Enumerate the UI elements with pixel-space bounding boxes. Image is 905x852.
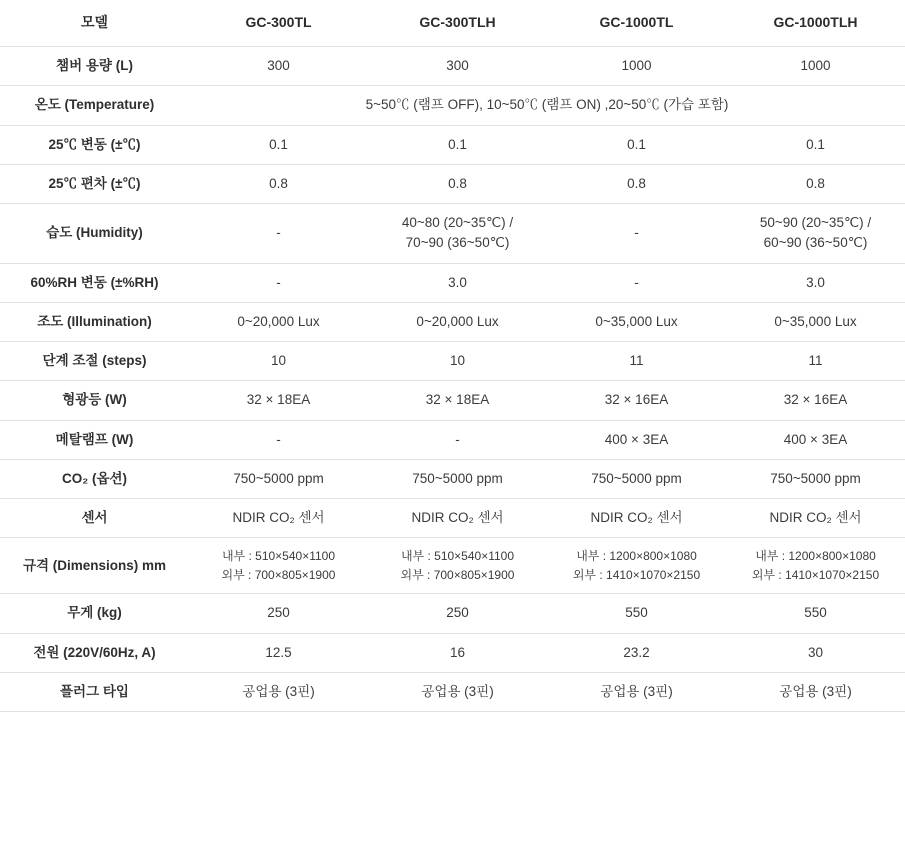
table-row [0,302,905,341]
row-value-line: 외부 : 1410×1070×2150 [572,567,701,582]
row-value-cell: 550 [726,594,905,633]
row-value-cell: 10 [368,342,547,381]
table-row [0,342,905,381]
row-value-cell [547,204,726,264]
row-value-cell: 300 [189,47,368,86]
row-label: 단계 조절 (steps) [0,342,189,381]
row-value-cell: 0.8 [726,164,905,203]
row-value-cell: NDIR CO₂ 센서 [726,499,905,538]
row-value-cell: 1000 [547,47,726,86]
row-value-cell: 32 × 16EA [547,381,726,420]
header-cell-model: 모델 [0,0,189,47]
row-label: 무게 (kg) [0,594,189,633]
row-value-cell: 공업용 (3핀) [726,672,905,711]
row-label: 조도 (Illumination) [0,302,189,341]
table-row [0,47,905,86]
row-value-cell [547,538,726,594]
row-value-cell: 550 [547,594,726,633]
row-value-cell: - [368,420,547,459]
table-header-row [0,0,905,47]
header-cell-model-4: GC-1000TLH [726,0,905,47]
row-value-cell: - [547,263,726,302]
row-value-line: - [276,225,281,241]
row-label: 습도 (Humidity) [0,204,189,264]
row-value-cell: - [189,263,368,302]
row-value-cell: 0.8 [547,164,726,203]
row-value-cell: 750~5000 ppm [368,459,547,498]
row-label: 규격 (Dimensions) mm [0,538,189,594]
row-value-cell: 32 × 18EA [368,381,547,420]
row-value-line: 외부 : 700×805×1900 [400,567,515,582]
table-row [0,672,905,711]
row-value-cell [726,538,905,594]
row-value-cell: 0~20,000 Lux [368,302,547,341]
table-row [0,381,905,420]
row-label: 전원 (220V/60Hz, A) [0,633,189,672]
row-value-cell [189,204,368,264]
row-value-cell: 32 × 16EA [726,381,905,420]
row-value-line: 내부 : 1200×800×1080 [755,549,876,564]
row-value-line: 외부 : 1410×1070×2150 [751,567,880,582]
row-value-cell: 250 [189,594,368,633]
row-label: 플러그 타입 [0,672,189,711]
row-value-cell: 0~35,000 Lux [726,302,905,341]
row-value-cell: 0.1 [189,125,368,164]
row-value-cell: NDIR CO₂ 센서 [368,499,547,538]
row-value-line: 외부 : 700×805×1900 [221,567,336,582]
row-value-cell: 250 [368,594,547,633]
row-value-cell: NDIR CO₂ 센서 [189,499,368,538]
row-label: CO₂ (옵션) [0,459,189,498]
row-value-cell: 23.2 [547,633,726,672]
row-value-cell: 750~5000 ppm [547,459,726,498]
row-value-cell: 0.1 [368,125,547,164]
row-value-line: 내부 : 1200×800×1080 [576,549,697,564]
row-value-line: 내부 : 510×540×1100 [400,549,515,564]
table-row [0,594,905,633]
row-value-cell: 750~5000 ppm [726,459,905,498]
row-value-cell: 0~35,000 Lux [547,302,726,341]
row-value-cell: - [189,420,368,459]
header-cell-model-1: GC-300TL [189,0,368,47]
table-row [0,204,905,264]
row-value-line: 내부 : 510×540×1100 [221,549,336,564]
header-cell-model-2: GC-300TLH [368,0,547,47]
row-value-line: 40~80 (20~35℃) / [401,215,514,230]
row-value-span: 5~50℃ (램프 OFF), 10~50℃ (램프 ON) ,20~50℃ (가습 포함) [189,86,905,125]
row-value-cell [726,204,905,264]
row-value-cell [368,204,547,264]
row-value-cell: 16 [368,633,547,672]
row-value-line: - [634,225,639,241]
row-value-cell: 300 [368,47,547,86]
row-value-cell: 3.0 [726,263,905,302]
row-value-cell: 공업용 (3핀) [547,672,726,711]
row-value-cell: 750~5000 ppm [189,459,368,498]
row-label: 25℃ 변동 (±℃) [0,125,189,164]
row-value-cell: 0.1 [726,125,905,164]
row-value-line: 60~90 (36~50℃) [763,235,868,251]
table-row [0,125,905,164]
row-value-cell: 0.8 [189,164,368,203]
table-row [0,86,905,125]
row-label: 메탈램프 (W) [0,420,189,459]
row-value-line: 70~90 (36~50℃) [405,235,510,251]
row-value-cell: 10 [189,342,368,381]
row-value-cell: 0.1 [547,125,726,164]
row-value-cell: 0~20,000 Lux [189,302,368,341]
row-value-cell: 12.5 [189,633,368,672]
header-cell-model-3: GC-1000TL [547,0,726,47]
row-label: 25℃ 편차 (±℃) [0,164,189,203]
row-value-cell [368,538,547,594]
row-value-cell: 공업용 (3핀) [368,672,547,711]
row-value-cell: 32 × 18EA [189,381,368,420]
row-value-cell: 공업용 (3핀) [189,672,368,711]
row-value-cell: NDIR CO₂ 센서 [547,499,726,538]
row-value-cell: 11 [547,342,726,381]
row-label: 60%RH 변동 (±%RH) [0,263,189,302]
table-row [0,420,905,459]
row-value-cell: 400 × 3EA [726,420,905,459]
row-value-cell: 11 [726,342,905,381]
row-value-cell: 3.0 [368,263,547,302]
table-row [0,538,905,594]
row-value-cell: 400 × 3EA [547,420,726,459]
row-label: 온도 (Temperature) [0,86,189,125]
table-row [0,633,905,672]
table-row [0,499,905,538]
table-row [0,459,905,498]
row-label: 형광등 (W) [0,381,189,420]
row-value-cell: 0.8 [368,164,547,203]
row-value-cell: 1000 [726,47,905,86]
row-label: 챔버 용량 (L) [0,47,189,86]
row-value-line: 50~90 (20~35℃) / [759,215,872,230]
row-value-cell [189,538,368,594]
table-row [0,164,905,203]
row-label: 센서 [0,499,189,538]
row-value-cell: 30 [726,633,905,672]
table-row [0,263,905,302]
